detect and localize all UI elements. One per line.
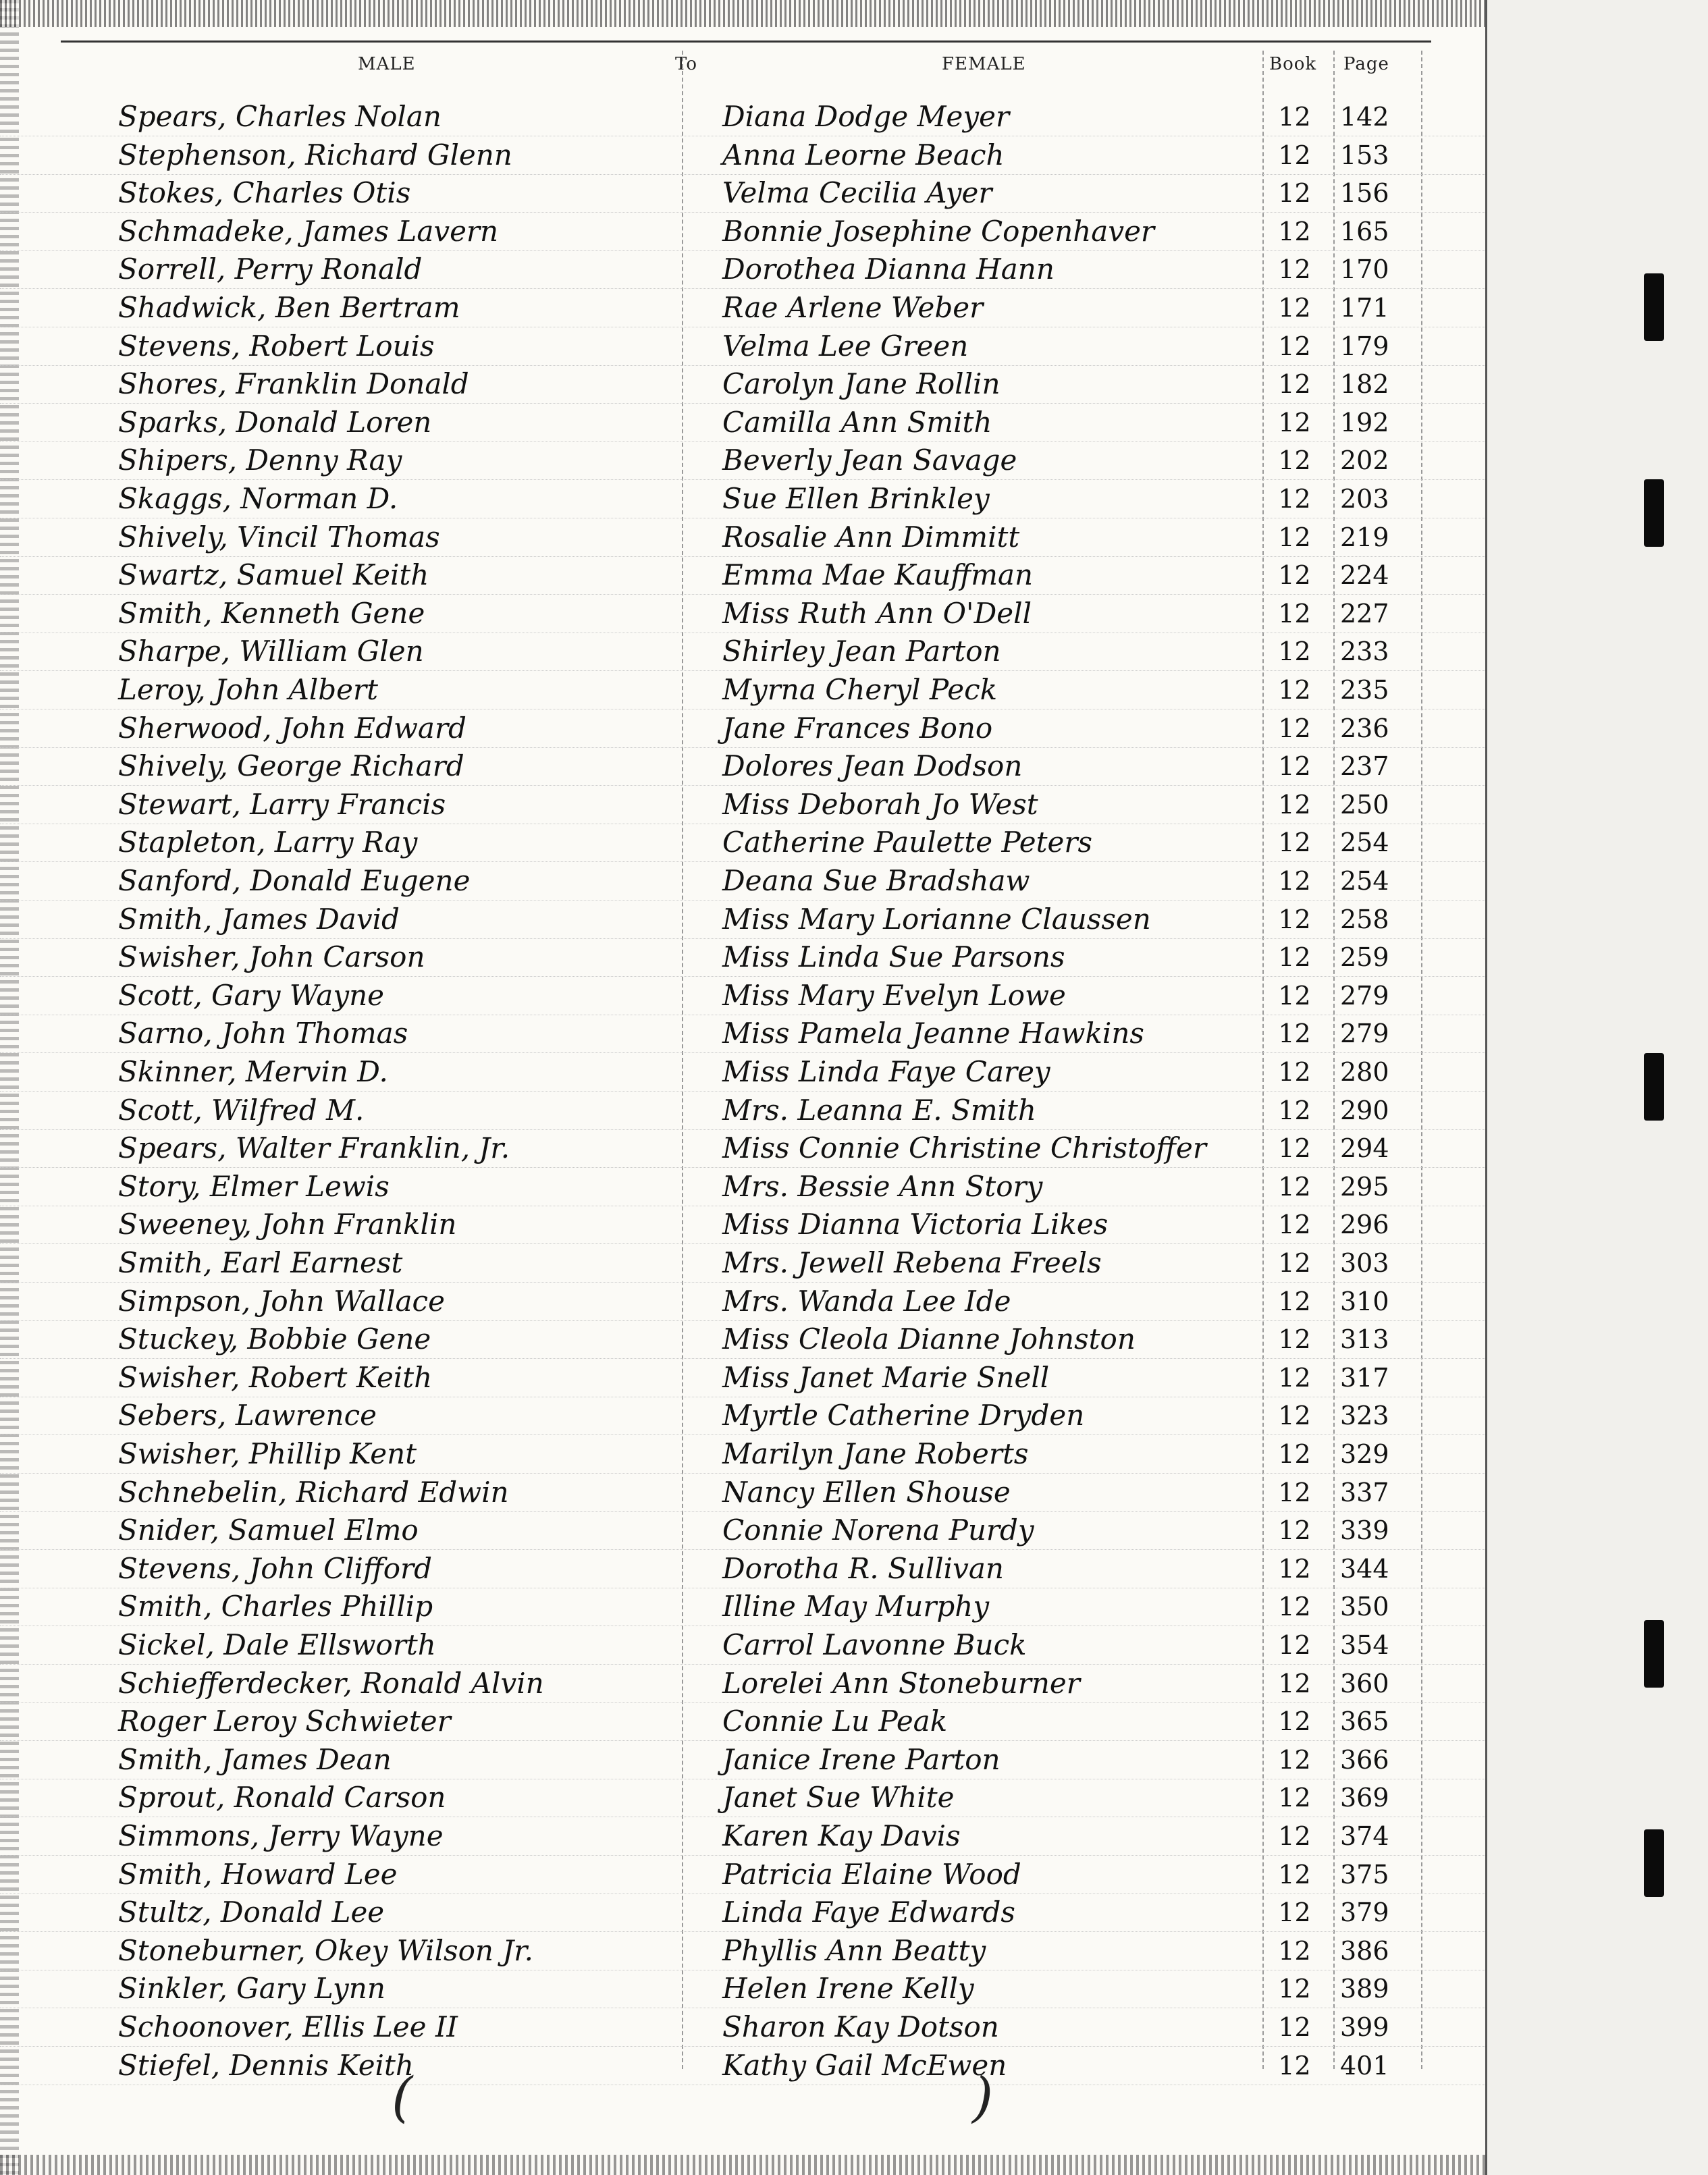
female-name-cell: Camilla Ann Smith: [722, 405, 992, 439]
male-name-cell: Snider, Samuel Elmo: [118, 1513, 419, 1547]
page-number-cell: 254: [1340, 866, 1389, 896]
page-number-cell: 303: [1340, 1248, 1389, 1278]
male-name-cell: Shadwick, Ben Bertram: [118, 291, 460, 324]
page-number-cell: 153: [1340, 140, 1389, 170]
binder-hole-mark: [1644, 1829, 1664, 1897]
page-number-cell: 389: [1340, 1974, 1389, 2004]
page-number-cell: 182: [1340, 369, 1389, 400]
male-name-cell: Smith, Howard Lee: [118, 1857, 398, 1891]
page-number-cell: 365: [1340, 1707, 1389, 1737]
female-name-cell: Karen Kay Davis: [722, 1819, 961, 1852]
male-name-cell: Scott, Gary Wayne: [118, 978, 384, 1012]
table-row: [0, 671, 1485, 709]
female-name-cell: Marilyn Jane Roberts: [722, 1437, 1029, 1470]
female-name-cell: Rosalie Ann Dimmitt: [722, 520, 1020, 554]
page-number-cell: 236: [1340, 713, 1389, 743]
book-number-cell: 12: [1278, 140, 1311, 170]
table-row: [0, 1626, 1485, 1665]
page-number-cell: 339: [1340, 1515, 1389, 1546]
page-number-cell: 279: [1340, 1019, 1389, 1049]
male-name-cell: Sarno, John Thomas: [118, 1017, 408, 1050]
page-number-cell: 360: [1340, 1668, 1389, 1698]
table-row: [0, 1206, 1485, 1244]
header-rule: [61, 41, 1431, 43]
male-name-cell: Sparks, Donald Loren: [118, 405, 432, 439]
binder-hole-mark: [1644, 1620, 1664, 1688]
male-name-cell: Stevens, John Clifford: [118, 1551, 432, 1585]
book-number-cell: 12: [1278, 1286, 1311, 1316]
male-name-cell: Spears, Walter Franklin, Jr.: [118, 1131, 510, 1165]
book-number-cell: 12: [1278, 1362, 1311, 1393]
female-name-cell: Connie Lu Peak: [722, 1704, 948, 1738]
male-name-cell: Shively, Vincil Thomas: [118, 520, 440, 554]
female-name-cell: Carolyn Jane Rollin: [722, 367, 1000, 401]
book-number-cell: 12: [1278, 1821, 1311, 1851]
male-name-cell: Sanford, Donald Eugene: [118, 864, 471, 897]
female-name-cell: Sharon Kay Dotson: [722, 2010, 999, 2043]
male-name-cell: Scott, Wilfred M.: [118, 1093, 365, 1127]
male-name-cell: Skinner, Mervin D.: [118, 1055, 388, 1088]
book-number-cell: 12: [1278, 1477, 1311, 1507]
male-name-cell: Schnebelin, Richard Edwin: [118, 1475, 509, 1509]
male-name-cell: Shores, Franklin Donald: [118, 367, 469, 401]
book-number-cell: 12: [1278, 866, 1311, 896]
male-name-cell: Swisher, Phillip Kent: [118, 1437, 417, 1470]
page-number-cell: 329: [1340, 1439, 1389, 1469]
book-number-cell: 12: [1278, 1783, 1311, 1813]
male-name-cell: Swartz, Samuel Keith: [118, 558, 429, 592]
male-name-cell: Smith, Charles Phillip: [118, 1590, 433, 1623]
table-row: [0, 1970, 1485, 2008]
page-number-cell: 317: [1340, 1362, 1389, 1393]
page-number-cell: 142: [1340, 102, 1389, 132]
table-row: [0, 327, 1485, 366]
male-name-cell: Leroy, John Albert: [118, 673, 378, 706]
column-header-female: FEMALE: [942, 54, 1026, 74]
female-name-cell: Phyllis Ann Beatty: [722, 1933, 986, 1967]
female-name-cell: Myrna Cheryl Peck: [722, 673, 998, 706]
book-number-cell: 12: [1278, 1095, 1311, 1125]
female-name-cell: Diana Dodge Meyer: [722, 100, 1010, 133]
book-number-cell: 12: [1278, 484, 1311, 514]
female-name-cell: Velma Lee Green: [722, 329, 969, 362]
page-number-cell: 369: [1340, 1783, 1389, 1813]
page-number-cell: 171: [1340, 293, 1389, 323]
table-row: [0, 1435, 1485, 1474]
female-name-cell: Mrs. Wanda Lee Ide: [722, 1284, 1011, 1318]
table-row: [0, 365, 1485, 404]
table-row: [0, 1702, 1485, 1741]
page-number-cell: 379: [1340, 1898, 1389, 1928]
female-name-cell: Mrs. Leanna E. Smith: [722, 1093, 1036, 1127]
book-number-cell: 12: [1278, 980, 1311, 1011]
page-number-cell: 233: [1340, 637, 1389, 667]
page-number-cell: 279: [1340, 980, 1389, 1011]
book-number-cell: 12: [1278, 522, 1311, 552]
table-row: [0, 1741, 1485, 1779]
female-name-cell: Janice Irene Parton: [722, 1742, 1000, 1776]
page-number-cell: 375: [1340, 1859, 1389, 1889]
page-number-cell: 224: [1340, 560, 1389, 591]
page-number-cell: 296: [1340, 1210, 1389, 1240]
female-name-cell: Miss Mary Evelyn Lowe: [722, 978, 1066, 1012]
male-name-cell: Skaggs, Norman D.: [118, 482, 398, 515]
male-name-cell: Smith, James Dean: [118, 1742, 392, 1776]
book-number-cell: 12: [1278, 1935, 1311, 1966]
female-name-cell: Miss Connie Christine Christoffer: [722, 1131, 1206, 1165]
bottom-pen-stroke: ): [972, 2066, 994, 2128]
female-name-cell: Shirley Jean Parton: [722, 635, 1001, 668]
page-number-cell: 258: [1340, 904, 1389, 934]
female-name-cell: Mrs. Jewell Rebena Freels: [722, 1246, 1102, 1279]
page-number-cell: 295: [1340, 1171, 1389, 1202]
column-header-book: Book: [1269, 54, 1317, 74]
page-number-cell: 366: [1340, 1744, 1389, 1775]
table-row: [0, 1092, 1485, 1130]
book-number-cell: 12: [1278, 942, 1311, 973]
male-name-cell: Simmons, Jerry Wayne: [118, 1819, 444, 1852]
page-number-cell: 374: [1340, 1821, 1389, 1851]
book-number-cell: 12: [1278, 1248, 1311, 1278]
female-name-cell: Deana Sue Bradshaw: [722, 864, 1030, 897]
table-row: [0, 1015, 1485, 1053]
male-name-cell: Sharpe, William Glen: [118, 635, 424, 668]
male-name-cell: Smith, James David: [118, 902, 400, 936]
table-row: [0, 289, 1485, 327]
book-number-cell: 12: [1278, 904, 1311, 934]
table-row: [0, 1894, 1485, 1932]
male-name-cell: Sebers, Lawrence: [118, 1399, 377, 1432]
table-row: [0, 250, 1485, 289]
table-row: [0, 1168, 1485, 1206]
female-name-cell: Nancy Ellen Shouse: [722, 1475, 1011, 1509]
table-row: [0, 709, 1485, 748]
book-number-cell: 12: [1278, 1515, 1311, 1546]
book-number-cell: 12: [1278, 1592, 1311, 1622]
male-name-cell: Stephenson, Richard Glenn: [118, 138, 512, 171]
table-row: [0, 98, 1485, 136]
male-name-cell: Stiefel, Dennis Keith: [118, 2048, 414, 2082]
table-row: [0, 1588, 1485, 1626]
page-number-cell: 294: [1340, 1133, 1389, 1164]
page-number-cell: 192: [1340, 407, 1389, 437]
table-row: [0, 1053, 1485, 1092]
table-row: [0, 1397, 1485, 1435]
table-row: [0, 404, 1485, 442]
female-name-cell: Kathy Gail McEwen: [722, 2048, 1007, 2082]
page-number-cell: 280: [1340, 1057, 1389, 1087]
book-number-cell: 12: [1278, 1439, 1311, 1469]
page-right-margin: [1485, 0, 1708, 2175]
page-number-cell: 219: [1340, 522, 1389, 552]
table-row: [0, 518, 1485, 557]
male-name-cell: Sweeney, John Franklin: [118, 1208, 457, 1241]
male-name-cell: Stewart, Larry Francis: [118, 787, 446, 821]
table-row: [0, 1856, 1485, 1894]
page-bottom-edge: [0, 2155, 1485, 2175]
page-number-cell: 259: [1340, 942, 1389, 973]
female-name-cell: Janet Sue White: [722, 1781, 955, 1815]
page-number-cell: 401: [1340, 2050, 1389, 2080]
table-row: [0, 480, 1485, 518]
book-number-cell: 12: [1278, 637, 1311, 667]
female-name-cell: Sue Ellen Brinkley: [722, 482, 990, 515]
female-name-cell: Miss Deborah Jo West: [722, 787, 1038, 821]
table-row: [0, 862, 1485, 901]
male-name-cell: Stultz, Donald Lee: [118, 1896, 385, 1929]
book-number-cell: 12: [1278, 598, 1311, 628]
table-row: [0, 901, 1485, 939]
male-name-cell: Story, Elmer Lewis: [118, 1169, 390, 1203]
binder-hole-mark: [1644, 479, 1664, 547]
female-name-cell: Beverly Jean Savage: [722, 444, 1017, 477]
bottom-pen-stroke: (: [392, 2066, 413, 2128]
female-name-cell: Miss Linda Sue Parsons: [722, 940, 1065, 974]
book-number-cell: 12: [1278, 407, 1311, 437]
page-number-cell: 337: [1340, 1477, 1389, 1507]
book-number-cell: 12: [1278, 1859, 1311, 1889]
table-row: [0, 2008, 1485, 2047]
male-name-cell: Shipers, Denny Ray: [118, 444, 402, 477]
female-name-cell: Miss Linda Faye Carey: [722, 1055, 1050, 1088]
book-number-cell: 12: [1278, 1210, 1311, 1240]
female-name-cell: Rae Arlene Weber: [722, 291, 984, 324]
female-name-cell: Miss Pamela Jeanne Hawkins: [722, 1017, 1144, 1050]
table-row: [0, 824, 1485, 862]
table-row: [0, 1665, 1485, 1703]
male-name-cell: Sprout, Ronald Carson: [118, 1781, 446, 1815]
table-row: [0, 1932, 1485, 1970]
book-number-cell: 12: [1278, 1019, 1311, 1049]
female-name-cell: Anna Leorne Beach: [722, 138, 1005, 171]
book-number-cell: 12: [1278, 446, 1311, 476]
male-name-cell: Sorrell, Perry Ronald: [118, 252, 423, 286]
female-name-cell: Velma Cecilia Ayer: [722, 176, 992, 210]
table-row: [0, 1129, 1485, 1168]
female-name-cell: Miss Cleola Dianne Johnston: [722, 1322, 1136, 1356]
table-row: [0, 441, 1485, 480]
column-header-male: MALE: [358, 54, 416, 74]
male-name-cell: Stapleton, Larry Ray: [118, 826, 418, 859]
male-name-cell: Smith, Earl Earnest: [118, 1246, 403, 1279]
book-number-cell: 12: [1278, 675, 1311, 705]
page-top-edge: [0, 0, 1485, 27]
book-number-cell: 12: [1278, 560, 1311, 591]
female-name-cell: Linda Faye Edwards: [722, 1896, 1015, 1929]
book-number-cell: 12: [1278, 102, 1311, 132]
table-row: [0, 786, 1485, 824]
female-name-cell: Dorothea Dianna Hann: [722, 252, 1055, 286]
page-number-cell: 313: [1340, 1324, 1389, 1355]
page-number-cell: 202: [1340, 446, 1389, 476]
female-name-cell: Mrs. Bessie Ann Story: [722, 1169, 1043, 1203]
table-row: [0, 2047, 1485, 2085]
male-name-cell: Stoneburner, Okey Wilson Jr.: [118, 1933, 533, 1967]
table-row: [0, 136, 1485, 175]
book-number-cell: 12: [1278, 1744, 1311, 1775]
book-number-cell: 12: [1278, 1401, 1311, 1431]
male-name-cell: Schiefferdecker, Ronald Alvin: [118, 1666, 544, 1700]
table-row: [0, 174, 1485, 213]
page-number-cell: 156: [1340, 178, 1389, 209]
male-name-cell: Spears, Charles Nolan: [118, 100, 442, 133]
female-name-cell: Carrol Lavonne Buck: [722, 1628, 1027, 1661]
page-number-cell: 310: [1340, 1286, 1389, 1316]
book-number-cell: 12: [1278, 254, 1311, 285]
page-number-cell: 235: [1340, 675, 1389, 705]
page-number-cell: 290: [1340, 1095, 1389, 1125]
table-row: [0, 1283, 1485, 1321]
female-name-cell: Helen Irene Kelly: [722, 1972, 974, 2006]
page-number-cell: 203: [1340, 484, 1389, 514]
female-name-cell: Emma Mae Kauffman: [722, 558, 1034, 592]
table-row: [0, 556, 1485, 595]
binder-hole-mark: [1644, 273, 1664, 341]
book-number-cell: 12: [1278, 751, 1311, 782]
book-number-cell: 12: [1278, 178, 1311, 209]
column-header-to: To: [675, 54, 697, 74]
male-name-cell: Sickel, Dale Ellsworth: [118, 1628, 436, 1661]
page-number-cell: 350: [1340, 1592, 1389, 1622]
table-row: [0, 1320, 1485, 1359]
book-number-cell: 12: [1278, 1171, 1311, 1202]
book-number-cell: 12: [1278, 1668, 1311, 1698]
book-number-cell: 12: [1278, 1898, 1311, 1928]
book-number-cell: 12: [1278, 1630, 1311, 1660]
page-number-cell: 386: [1340, 1935, 1389, 1966]
male-name-cell: Roger Leroy Schwieter: [118, 1704, 451, 1738]
table-row: [0, 938, 1485, 977]
male-name-cell: Schmadeke, James Lavern: [118, 214, 499, 248]
male-name-cell: Stevens, Robert Louis: [118, 329, 435, 362]
book-number-cell: 12: [1278, 369, 1311, 400]
male-name-cell: Sherwood, John Edward: [118, 711, 466, 745]
male-name-cell: Stuckey, Bobbie Gene: [118, 1322, 431, 1356]
female-name-cell: Dorotha R. Sullivan: [722, 1551, 1004, 1585]
female-name-cell: Dolores Jean Dodson: [722, 749, 1023, 783]
page-number-cell: 179: [1340, 331, 1389, 361]
page-number-cell: 250: [1340, 789, 1389, 820]
table-row: [0, 1474, 1485, 1512]
male-name-cell: Sinkler, Gary Lynn: [118, 1972, 385, 2006]
book-number-cell: 12: [1278, 828, 1311, 858]
female-name-cell: Miss Mary Lorianne Claussen: [722, 902, 1151, 936]
page-number-cell: 254: [1340, 828, 1389, 858]
table-row: [0, 1779, 1485, 1817]
male-name-cell: Schoonover, Ellis Lee II: [118, 2010, 458, 2043]
page-number-cell: 165: [1340, 216, 1389, 246]
table-row: [0, 595, 1485, 633]
book-number-cell: 12: [1278, 293, 1311, 323]
table-row: [0, 1511, 1485, 1550]
female-name-cell: Lorelei Ann Stoneburner: [722, 1666, 1080, 1700]
table-row: [0, 213, 1485, 251]
male-name-cell: Stokes, Charles Otis: [118, 176, 411, 210]
table-row: [0, 1244, 1485, 1283]
female-name-cell: Catherine Paulette Peters: [722, 826, 1093, 859]
page-number-cell: 170: [1340, 254, 1389, 285]
book-number-cell: 12: [1278, 1133, 1311, 1164]
page-number-cell: 399: [1340, 2012, 1389, 2042]
male-name-cell: Simpson, John Wallace: [118, 1284, 445, 1318]
page-number-cell: 323: [1340, 1401, 1389, 1431]
table-row: [0, 747, 1485, 786]
male-name-cell: Swisher, John Carson: [118, 940, 425, 974]
male-name-cell: Shively, George Richard: [118, 749, 464, 783]
male-name-cell: Swisher, Robert Keith: [118, 1360, 433, 1394]
book-number-cell: 12: [1278, 2012, 1311, 2042]
female-name-cell: Miss Dianna Victoria Likes: [722, 1208, 1109, 1241]
table-row: [0, 1550, 1485, 1588]
female-name-cell: Jane Frances Bono: [722, 711, 993, 745]
female-name-cell: Myrtle Catherine Dryden: [722, 1399, 1085, 1432]
page-number-cell: 227: [1340, 598, 1389, 628]
female-name-cell: Patricia Elaine Wood: [722, 1857, 1021, 1891]
book-number-cell: 12: [1278, 331, 1311, 361]
binder-hole-mark: [1644, 1053, 1664, 1121]
book-number-cell: 12: [1278, 789, 1311, 820]
table-row: [0, 633, 1485, 671]
female-name-cell: Connie Norena Purdy: [722, 1513, 1034, 1547]
page-number-cell: 344: [1340, 1553, 1389, 1584]
female-name-cell: Bonnie Josephine Copenhaver: [722, 214, 1155, 248]
table-row: [0, 1359, 1485, 1397]
book-number-cell: 12: [1278, 1324, 1311, 1355]
female-name-cell: Miss Ruth Ann O'Dell: [722, 596, 1032, 630]
table-row: [0, 977, 1485, 1015]
book-number-cell: 12: [1278, 713, 1311, 743]
book-number-cell: 12: [1278, 216, 1311, 246]
page-number-cell: 354: [1340, 1630, 1389, 1660]
table-row: [0, 1817, 1485, 1856]
female-name-cell: Illine May Murphy: [722, 1590, 990, 1623]
book-number-cell: 12: [1278, 1057, 1311, 1087]
column-header-page: Page: [1343, 54, 1389, 74]
female-name-cell: Miss Janet Marie Snell: [722, 1360, 1050, 1394]
book-number-cell: 12: [1278, 1553, 1311, 1584]
book-number-cell: 12: [1278, 1974, 1311, 2004]
book-number-cell: 12: [1278, 2050, 1311, 2080]
page-number-cell: 237: [1340, 751, 1389, 782]
male-name-cell: Smith, Kenneth Gene: [118, 596, 425, 630]
book-number-cell: 12: [1278, 1707, 1311, 1737]
